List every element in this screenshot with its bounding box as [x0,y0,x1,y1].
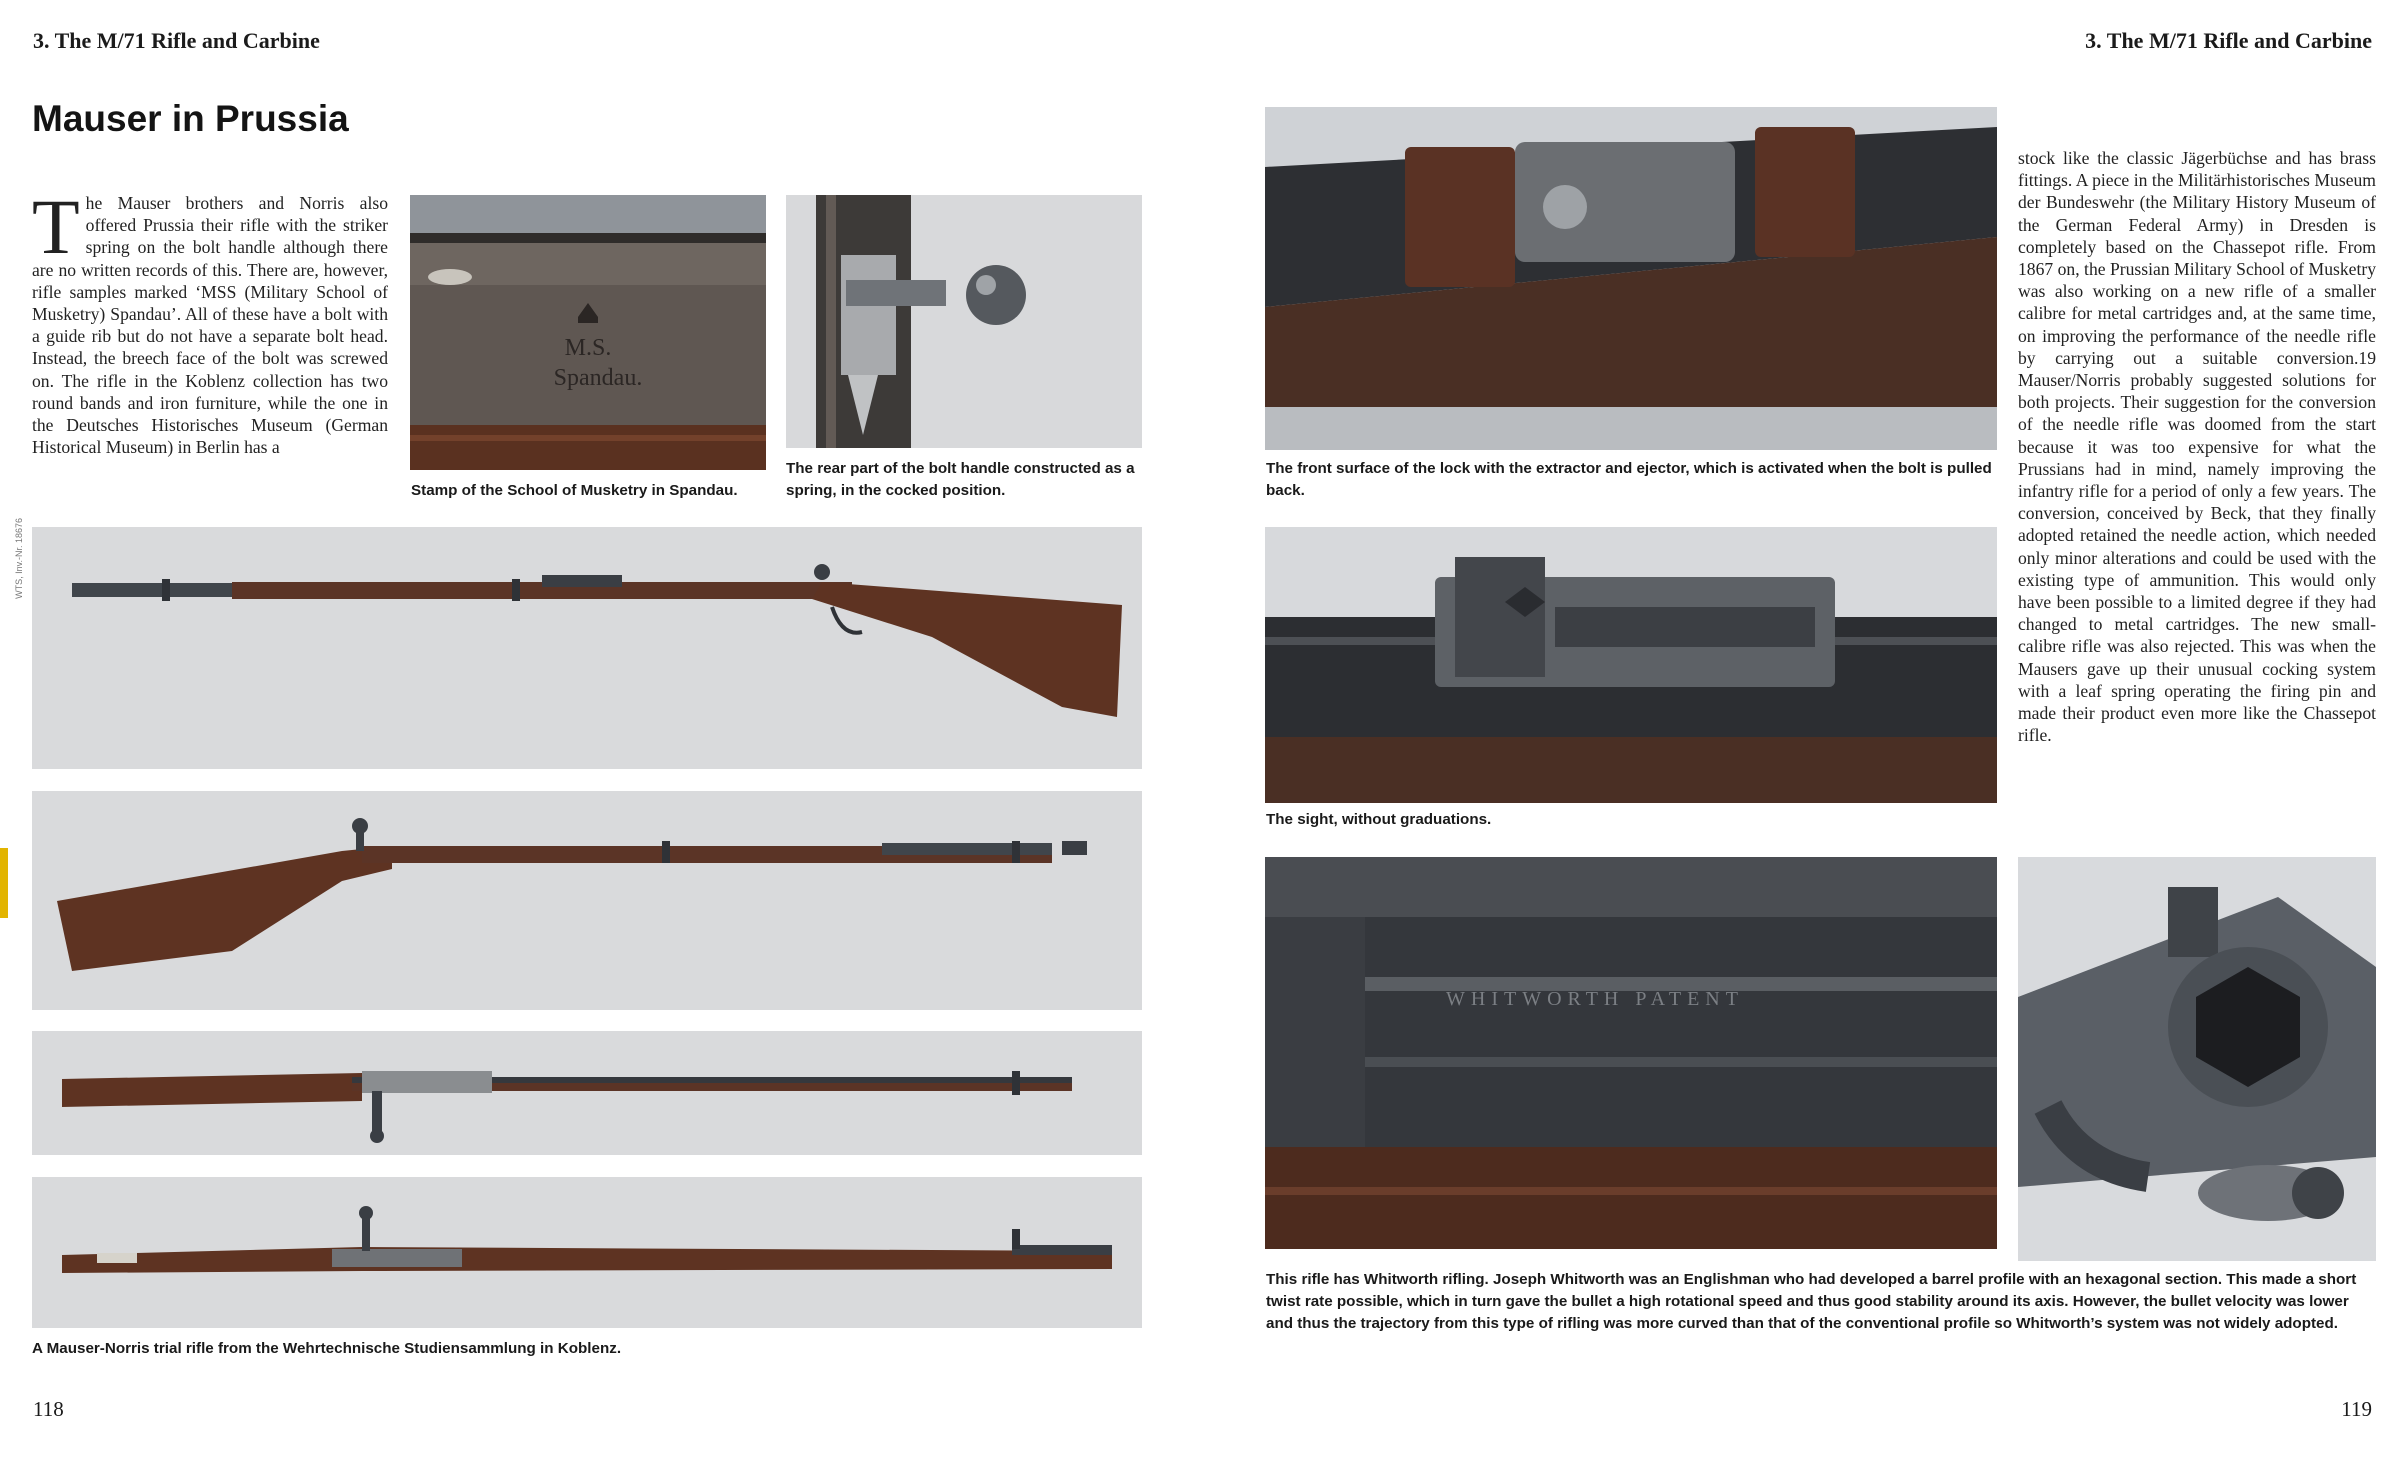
photo-bolt-handle [786,195,1142,448]
photo-hexagonal-muzzle [2018,857,2376,1261]
caption-whitworth: This rifle has Whitworth rifling. Joseph Whitworth was an Englishman who had developed a barrel profile with an hexagonal section. This made a short twist rate possible, which in turn gave the bullet a high rotational speed and thus good stability around its axis. However, the bullet velocity was lower and thus the trajectory from this type of rifling was more curved than that of the conventional profile so Whitworth’s system was not widely adopted. [1266,1271,2357,1332]
photo-rifle-right-side [32,527,1142,769]
caption-rifle-trial: A Mauser-Norris trial rifle from the Wehrtechnische Studiensammlung in Koblenz. [32,1340,622,1357]
photo-rifle-bottom-view [32,1177,1142,1328]
stamp-marking-ms: M.S. [564,335,612,361]
caption-lock-front: The front surface of the lock with the extractor and ejector, which is activated when the bolt is pulled back. [1266,460,1992,499]
page-number-right: 119 [2341,1397,2372,1421]
photo-rifle-top-view [32,1031,1142,1155]
body-text-right-column: stock like the classic Jägerbüchse and has brass fittings. A piece in the Militärhistorisches Museum der Bundeswehr (the Military History Museum of the German Federal Army) in Dresden is completely based on the Chassepot rifle. From 1867 on, the Prussian Military School of Musketry was also working on a new rifle of a smaller calibre for metal cartridges and, at the same time, on improving the performance of the needle rifle by carrying out a suitable conversion.19 Mauser/Norris probably suggested solutions for both projects. Their suggestion for the conversion of the needle rifle was doomed from the start because it was too expensive for what the Prussians had in mind, namely improving the infantry rifle for a period of only a few years. The conversion, conceived by Beck, that they finally adopted retained the needle action, which needed only minor alterations and could be used with the existing type of ammunition. This would only have been possible to a limited degree if they had changed to metal cartridges. The new small-calibre rifle was also rejected. This was when the Mausers gave up their unusual cocking system with a leaf spring operating the firing pin and made their product even more like the Chassepot rifle. [2018,148,2376,746]
left-column-text: he Mauser brothers and Norris also offered Prussia their rifle with the striker spring on the bolt handle although there are no written records of this. There are, however, rifle samples marked ‘MSS (Military School of Musketry) Spandau’. All of these have a bolt with a guide rib but do not have a separate bolt head. Instead, the breech face of the bolt was screwed on. The rifle in the Koblenz collection has two round bands and iron furniture, while the one in the Deutsches Historisches Museum (German Historical Museum) in Berlin has a [32,193,388,458]
edge-tab [0,848,8,918]
photo-sight [1265,527,1997,803]
stamp-marking-spandau: Spandau. [553,365,643,391]
chapter-title: Mauser in Prussia [32,98,349,139]
dropcap: T [32,192,80,270]
photo-rifle-left-side [32,791,1142,1010]
photo-spandau-stamp [410,195,766,470]
caption-bolt-handle: The rear part of the bolt handle constructed as a spring, in the cocked position. [786,460,1135,499]
caption-sight: The sight, without graduations. [1266,811,1492,828]
body-text-left-column [32,192,388,506]
caption-stamp: Stamp of the School of Musketry in Spandau. [411,482,738,499]
page-number-left: 118 [33,1397,64,1421]
whitworth-patent-marking: WHITWORTH PATENT [1446,988,1744,1010]
running-head-right: 3. The M/71 Rifle and Carbine [2085,28,2372,53]
inventory-number: WTS, Inv.-Nr. 18676 [14,518,24,599]
photo-whitworth-barrel [1265,857,1997,1249]
running-head-left: 3. The M/71 Rifle and Carbine [33,28,320,53]
photo-lock-front-surface [1265,107,1997,450]
